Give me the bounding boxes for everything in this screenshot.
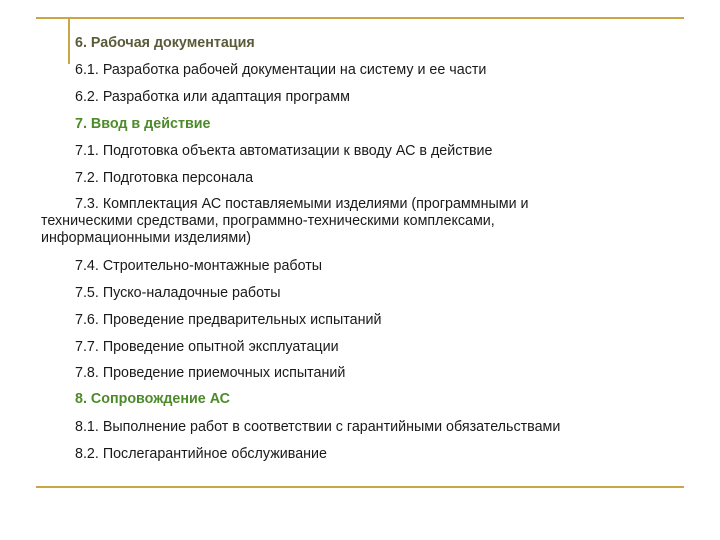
list-item-7-6: 7.6. Проведение предварительных испытаний	[75, 312, 382, 328]
list-item-7-3: 7.3. Комплектация АС поставляемыми изделиями (программными и техническими средствами, программно-техническими комплексами, информационными изделиями)	[41, 196, 529, 246]
section-heading-8: 8. Сопровождение АС	[75, 391, 231, 407]
list-item-6-2: 6.2. Разработка или адаптация программ	[75, 89, 350, 105]
list-item-7-4: 7.4. Строительно-монтажные работы	[75, 258, 323, 274]
list-item-6-1: 6.1. Разработка рабочей документации на систему и ее части	[75, 62, 487, 78]
list-item-8-1: 8.1. Выполнение работ в соответствии с гарантийными обязательствами	[75, 419, 561, 435]
list-item-7-2: 7.2. Подготовка персонала	[75, 170, 254, 186]
list-item-7-8: 7.8. Проведение приемочных испытаний	[75, 365, 346, 381]
section-heading-7: 7. Ввод в действие	[75, 116, 211, 132]
list-item-8-2: 8.2. Послегарантийное обслуживание	[75, 446, 327, 462]
list-item-7-1: 7.1. Подготовка объекта автоматизации к вводу АС в действие	[75, 143, 493, 159]
list-item-7-5: 7.5. Пуско-наладочные работы	[75, 285, 281, 301]
list-item-7-7: 7.7. Проведение опытной эксплуатации	[75, 339, 339, 355]
section-heading-6: 6. Рабочая документация	[75, 35, 255, 51]
